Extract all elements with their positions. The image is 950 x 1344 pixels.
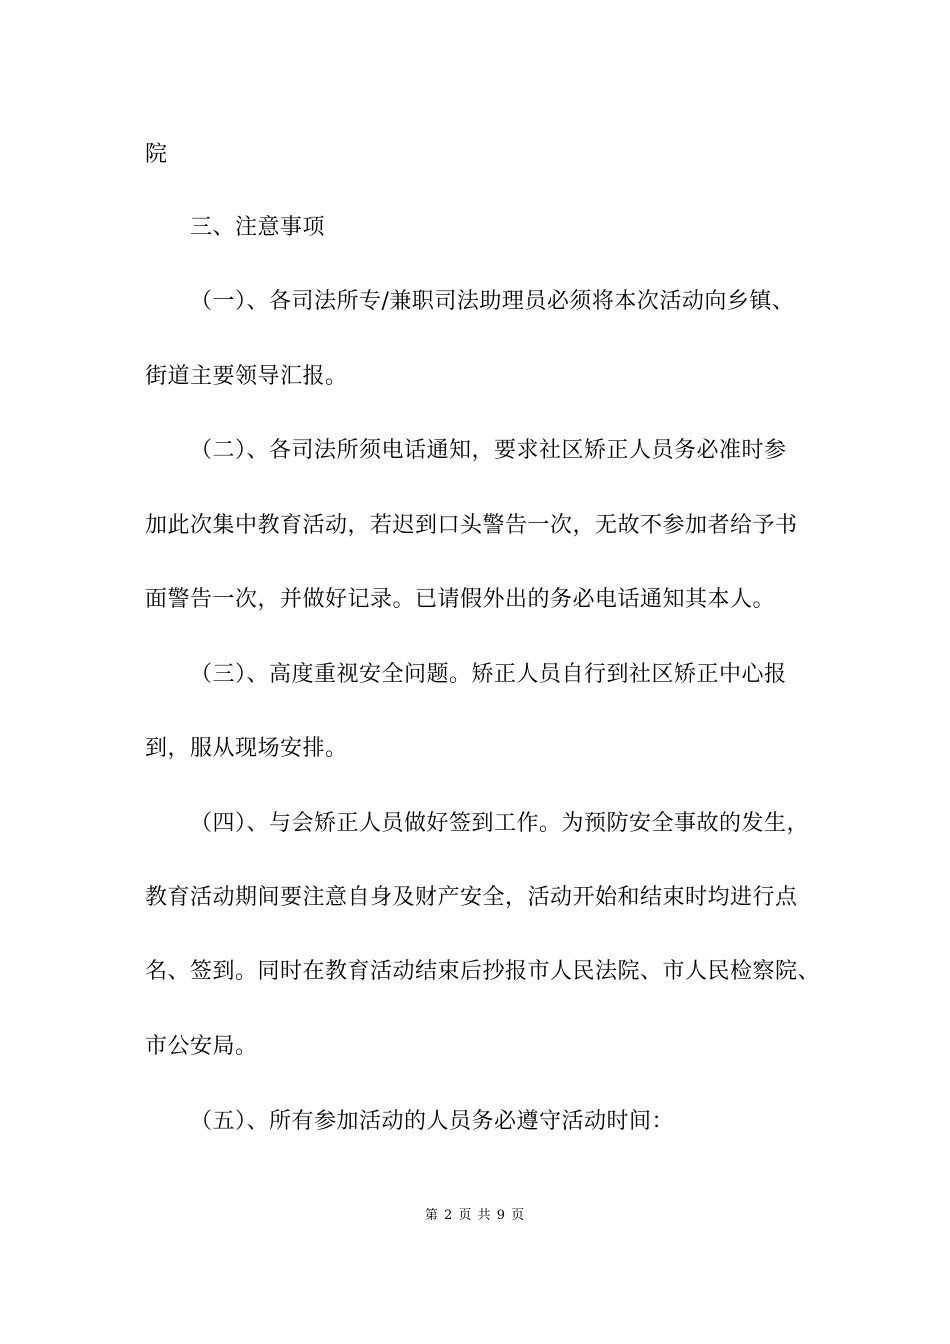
- text-line-item-2-start: （二）、各司法所须电话通知，要求社区矫正人员务必准时参: [190, 438, 787, 463]
- section-heading-notes: 三、注意事项: [190, 215, 326, 240]
- page-number-label: 第 2 页 共 9 页: [424, 1208, 526, 1223]
- text-line-item-4-start: （四）、与会矫正人员做好签到工作。为预防安全事故的发生，: [190, 811, 810, 836]
- text-line-item-1-end: 街道主要领导汇报。: [145, 364, 348, 389]
- text-line-item-4-middle-2: 名、签到。同时在教育活动结束后抄报市人民法院、市人民检察院、: [145, 959, 821, 984]
- text-line-item-3-start: （三）、高度重视安全问题。矫正人员自行到社区矫正中心报: [190, 662, 787, 687]
- text-line-item-2-end: 面警告一次，并做好记录。已请假外出的务必电话通知其本人。: [145, 587, 776, 612]
- text-line-item-2-middle: 加此次集中教育活动，若迟到口头警告一次，无故不参加者给予书: [145, 513, 798, 538]
- text-line-item-4-middle-1: 教育活动期间要注意自身及财产安全，活动开始和结束时均进行点: [145, 885, 798, 910]
- text-line-item-4-end: 市公安局。: [145, 1034, 258, 1059]
- text-line-item-1-start: （一）、各司法所专/兼职司法助理员必须将本次活动向乡镇、: [190, 289, 795, 314]
- text-line-item-3-end: 到，服从现场安排。: [145, 736, 348, 761]
- text-line-item-5: （五）、所有参加活动的人员务必遵守活动时间：: [190, 1109, 675, 1134]
- text-line-1: 院: [145, 142, 168, 167]
- page-footer: [0, 1207, 950, 1225]
